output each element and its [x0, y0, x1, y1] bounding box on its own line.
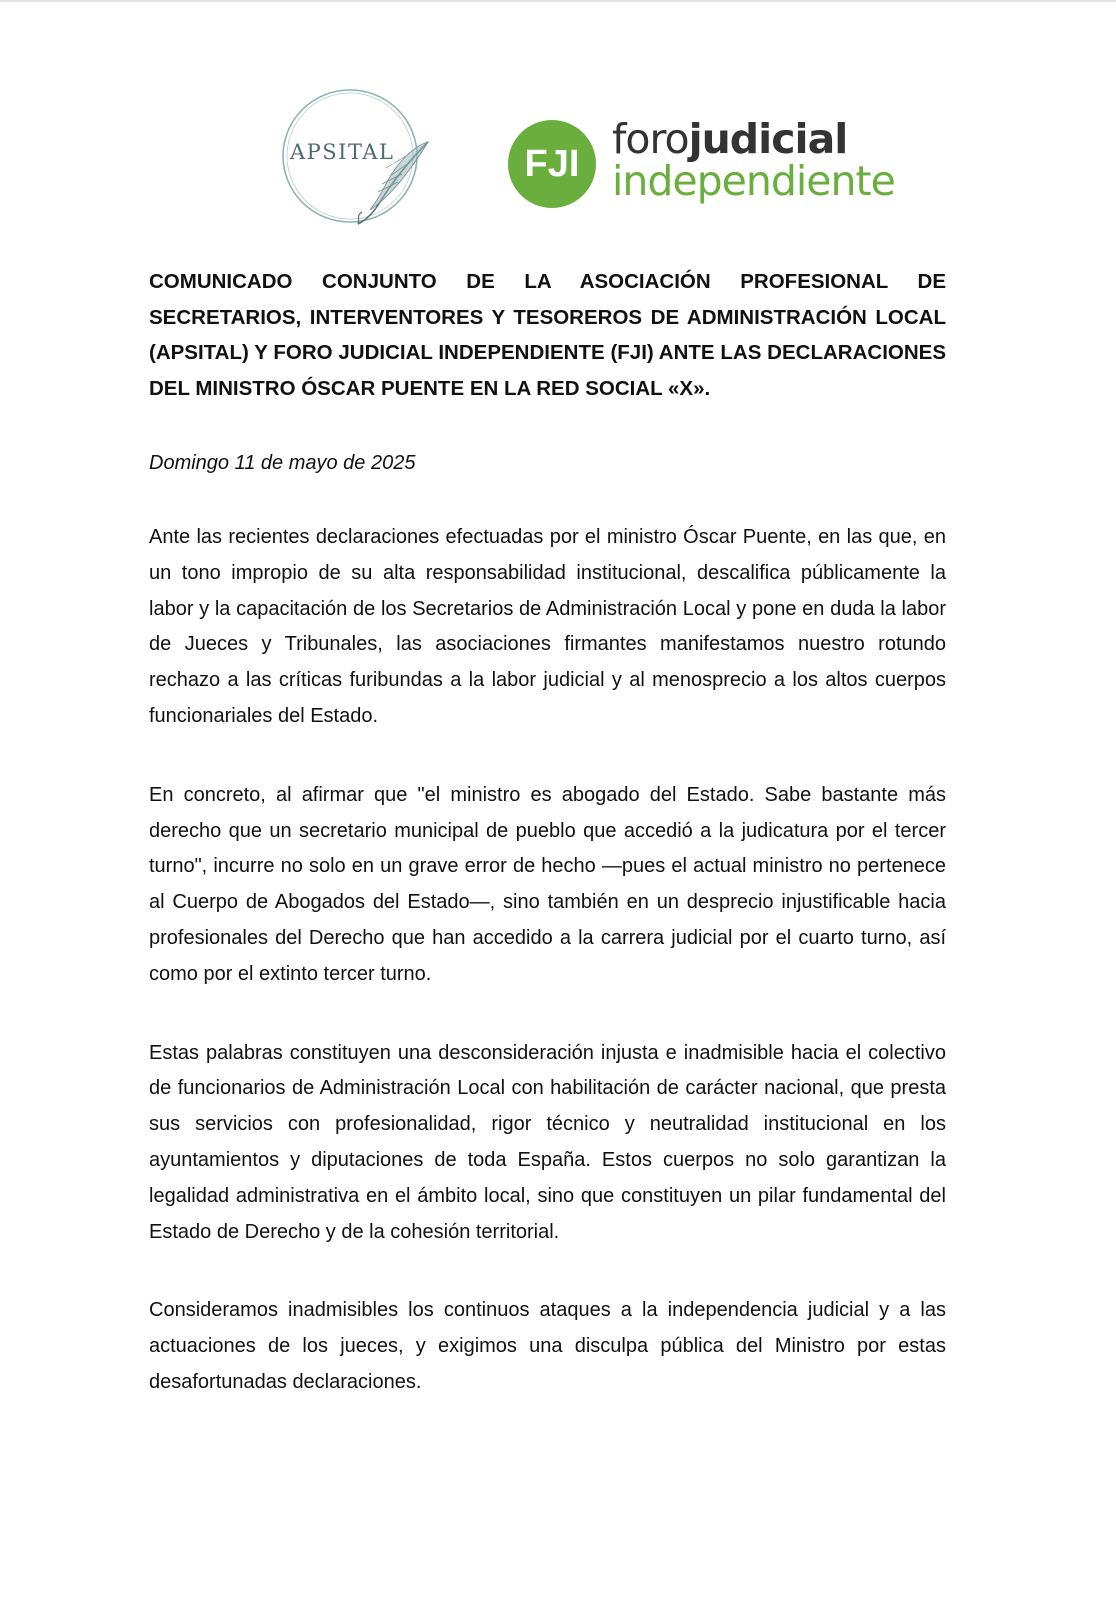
paragraph: En concreto, al afirmar que "el ministro es abogado del Estado. Sabe bastante más derecho que un secretario municipal de pueblo que accedió a la judicatura por el tercer turno", incurre no solo en un grave error de hecho —pues el actual ministro no pertenece al Cuerpo de Abogados del Estado—, sino también en un desprecio injustificable hacia profesionales del Derecho que han accedido a la carrera judicial por el cuarto turno, así como por el extinto tercer turno.: [149, 783, 946, 985]
fji-mark: FJI: [508, 120, 596, 208]
fji-logo: [508, 115, 908, 215]
fji-name-bold: judicial: [688, 115, 848, 163]
page-top-edge: [0, 0, 1116, 2]
paragraph: Estas palabras constituyen una desconsideración injusta e inadmisible hacia el colectivo de funcionarios de Administración Local con habilitación de carácter nacional, que presta sus servicios con profesionalidad, rigor técnico y neutralidad institucional en los ayuntamientos y diputaciones de toda España. Estos cuerpos no solo garantizan la legalidad administrativa en el ámbito local, sino que constituyen un pilar fundamental del Estado de Derecho y de la cohesión territorial.: [149, 1041, 946, 1243]
fji-name-line-2: independiente: [612, 157, 895, 205]
fji-name-line-1: [612, 116, 847, 162]
apsital-wordmark: APSITAL: [290, 140, 395, 164]
fji-name-light: foro: [612, 115, 689, 163]
document-date: Domingo 11 de mayo de 2025: [149, 452, 416, 474]
paragraph: Ante las recientes declaraciones efectuadas por el ministro Óscar Puente, en las que, en un tono impropio de su alta responsabilidad institucional, descalifica públicamente la labor y la capacitación de los Secretarios de Administración Local y pone en duda la labor de Jueces y Tribunales, las asociaciones firmantes manifestamos nuestro rotundo rechazo a las críticas furibundas a la labor judicial y al menosprecio a los altos cuerpos funcionariales del Estado.: [149, 526, 946, 727]
document-title: COMUNICADO CONJUNTO DE LA ASOCIACIÓN PROFESIONAL DE SECRETARIOS, INTERVENTORES Y TESOREROS DE ADMINISTRACIÓN LOCAL (APSITAL) Y FORO JUDICIAL INDEPENDIENTE (FJI) ANTE LAS DECLARACIONES DEL MINISTRO ÓSCAR PUENTE EN LA RED SOCIAL «X».: [149, 270, 946, 400]
apsital-logo: [278, 84, 440, 230]
header-logos: [0, 80, 1116, 230]
document-body: [149, 264, 946, 1401]
paragraph: Consideramos inadmisibles los continuos ataques a la independencia judicial y a las actuaciones de los jueces, y exigimos una disculpa pública del Ministro por estas desafortunadas declaraciones.: [149, 1299, 946, 1393]
